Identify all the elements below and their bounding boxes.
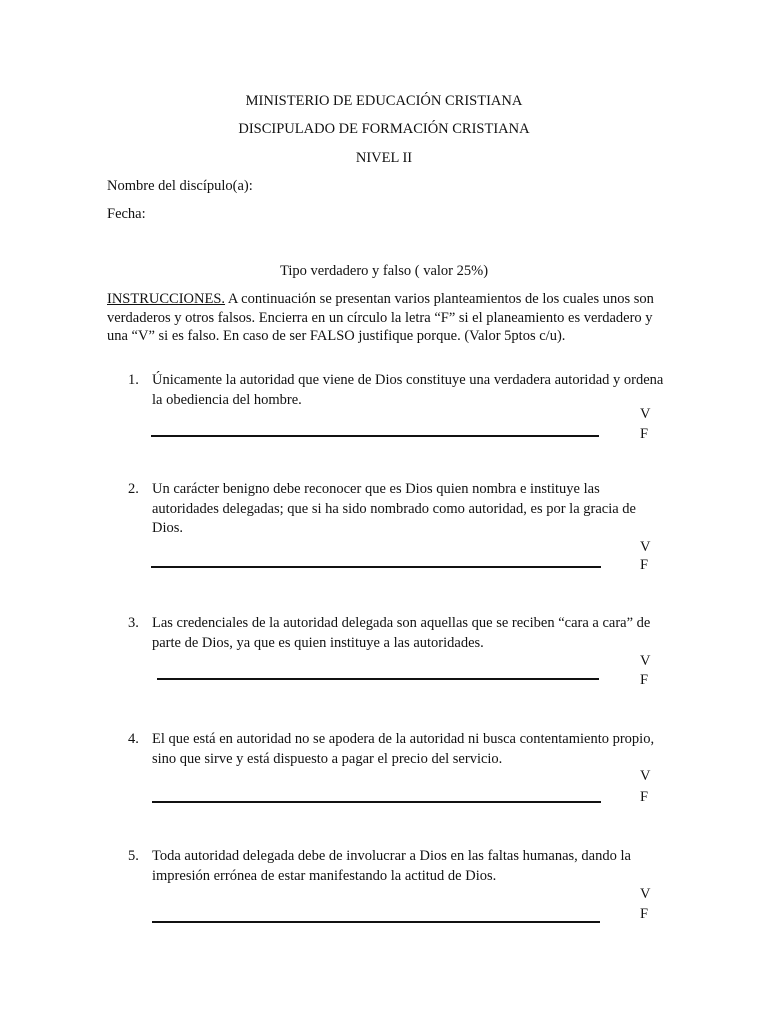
question-text: Un carácter benigno debe reconocer que es Dios quien nombra e instituye las autoridades delegadas; que si ha sido nombrado como autoridad, es por la gracia de Dios. — [152, 481, 636, 536]
header-level: NIVEL II — [355, 150, 413, 166]
section-title: Tipo verdadero y falso ( valor 25%) — [279, 263, 489, 279]
student-name-label: Nombre del discípulo(a): — [107, 178, 253, 194]
instructions-paragraph — [107, 290, 672, 346]
option-false-4[interactable]: F — [640, 789, 649, 805]
question-number: 4. — [128, 731, 139, 747]
question-2 — [128, 480, 668, 539]
question-1 — [128, 371, 668, 410]
answer-line-3[interactable] — [157, 678, 599, 680]
option-false-2[interactable]: F — [640, 557, 649, 573]
answer-line-4[interactable] — [152, 801, 601, 803]
option-true-3[interactable]: V — [640, 653, 651, 669]
instructions-lead: INSTRUCCIONES. — [107, 291, 226, 307]
question-5 — [128, 847, 668, 886]
option-true-4[interactable]: V — [640, 768, 651, 784]
answer-line-1[interactable] — [151, 435, 599, 437]
question-number: 2. — [128, 481, 139, 497]
question-text: Únicamente la autoridad que viene de Dios constituye una verdadera autoridad y ordena la obediencia del hombre. — [152, 372, 664, 408]
header-ministry: MINISTERIO DE EDUCACIÓN CRISTIANA — [245, 93, 523, 109]
question-number: 3. — [128, 615, 139, 631]
option-true-1[interactable]: V — [640, 406, 651, 422]
option-true-2[interactable]: V — [640, 539, 651, 555]
question-text: Las credenciales de la autoridad delegada son aquellas que se reciben “cara a cara” de parte de Dios, ya que es quien instituye a las autoridades. — [152, 615, 651, 651]
question-text: Toda autoridad delegada debe de involucrar a Dios en las faltas humanas, dando la impresión errónea de estar manifestando la actitud de Dios. — [152, 848, 631, 884]
date-label: Fecha: — [107, 206, 146, 222]
answer-line-2[interactable] — [151, 566, 601, 568]
instructions-text: A continuación se presentan varios planteamientos de los cuales unos son verdaderos y otros falsos. Encierra en un círculo la letra “F” si el planeamiento es verdadero y una “V” si es falso. En caso de ser FALSO justifique porque. (Valor 5ptos c/u). — [107, 291, 654, 344]
option-true-5[interactable]: V — [640, 886, 651, 902]
question-4 — [128, 730, 668, 769]
option-false-3[interactable]: F — [640, 672, 649, 688]
question-3 — [128, 614, 668, 653]
question-text: El que está en autoridad no se apodera de la autoridad ni busca contentamiento propio, sino que sirve y está dispuesto a pagar el precio del servicio. — [152, 731, 655, 767]
option-false-1[interactable]: F — [640, 426, 649, 442]
question-number: 1. — [128, 372, 139, 388]
answer-line-5[interactable] — [152, 921, 600, 923]
option-false-5[interactable]: F — [640, 906, 649, 922]
header-program: DISCIPULADO DE FORMACIÓN CRISTIANA — [238, 121, 530, 137]
question-number: 5. — [128, 848, 139, 864]
